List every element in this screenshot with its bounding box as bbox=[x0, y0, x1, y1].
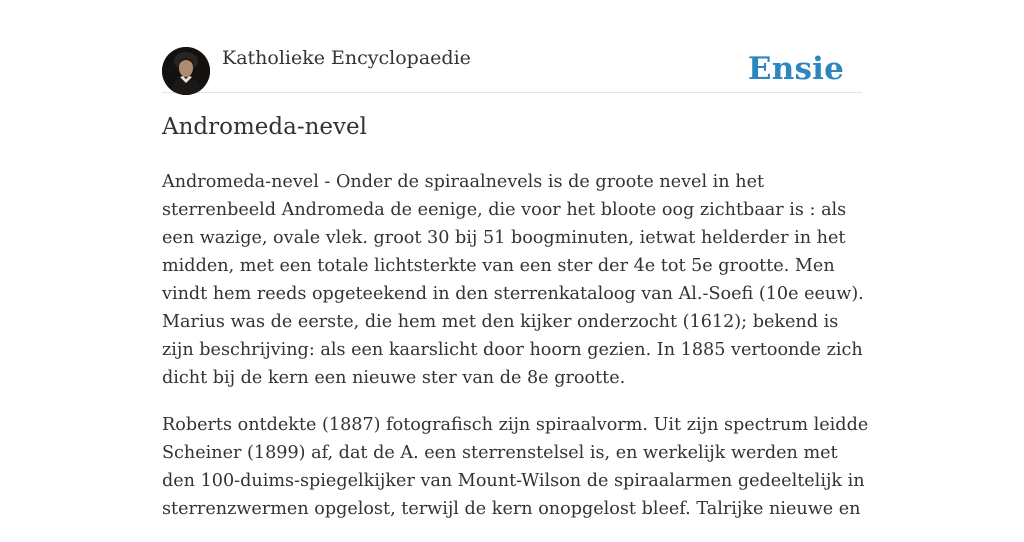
brand-logo[interactable]: Ensie bbox=[747, 51, 844, 87]
site-header bbox=[162, 46, 862, 93]
article-paragraph: Roberts ontdekte (1887) fotografisch zijn spiraalvorm. Uit zijn spectrum leidde Scheiner (1899) af, dat de A. een sterrenstelsel is, en werkelijk werden met den 100-duims-spiegelkijker van Mount-Wilson de spiraalarmen gedeeltelijk in sterrenzwermen opgelost, terwijl de kern onopgelost bleef. Talrijke nieuwe en bbox=[162, 415, 869, 519]
portrait-avatar-icon[interactable] bbox=[162, 47, 210, 95]
article-body bbox=[162, 168, 870, 542]
article-title: Andromeda-nevel bbox=[162, 114, 368, 140]
source-name[interactable]: Katholieke Encyclopaedie bbox=[222, 47, 471, 69]
article-paragraph: Andromeda-nevel - Onder de spiraalnevels is de groote nevel in het sterrenbeeld Andromeda de eenige, die voor het bloote oog zichtbaar is : als een wazige, ovale vlek. groot 30 bij 51 boogminuten, ietwat helderder in het midden, met een totale lichtsterkte van een ster der 4e tot 5e grootte. Men vindt hem reeds opgeteekend in den sterrenkataloog van Al.-Soefi (10e eeuw). Marius was de eerste, die hem met den kijker onderzocht (1612); bekend is zijn beschrijving: als een kaarslicht door hoorn gezien. In 1885 vertoonde zich dicht bij de kern een nieuwe ster van de 8e grootte. bbox=[162, 172, 864, 388]
